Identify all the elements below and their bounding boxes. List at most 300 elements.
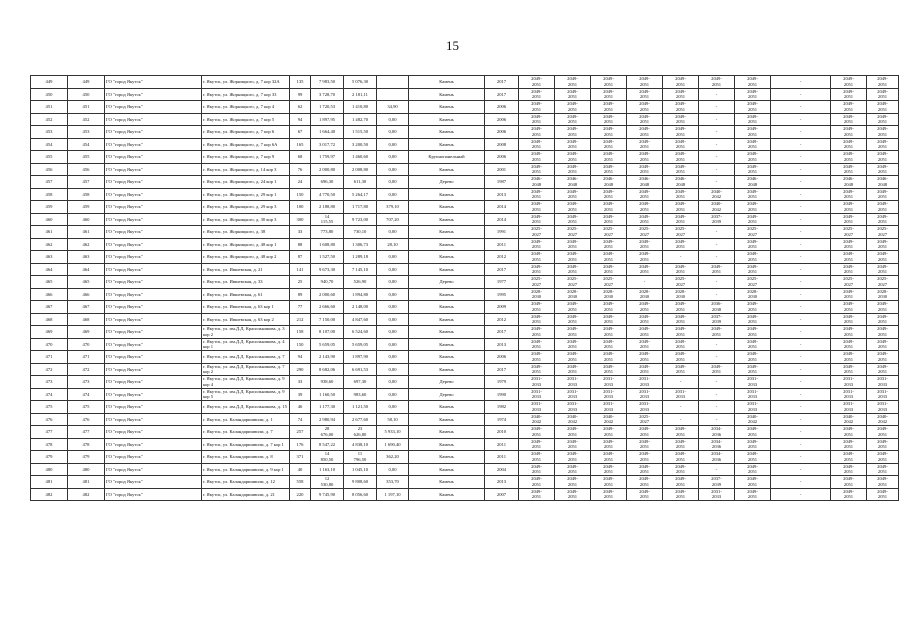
table-row [31,413,899,426]
cell-period-10: 2025- 2027 [867,276,899,289]
table-row [31,463,899,476]
cell-total-area: 696,30 [311,176,344,189]
cell-period-3: 2049- 2051 [591,251,627,264]
cell-build-year: 2006 [485,113,519,126]
cell-period-2: 2049- 2051 [555,76,591,89]
cell-period-9: 2049- 2051 [831,451,867,464]
cell-period-1: 2049- 2051 [519,76,555,89]
cell-period-9: 2049- 2051 [831,426,867,439]
cell-municipality: ГО "город Якутск" [105,376,202,389]
cell-period-3: 2049- 2051 [591,126,627,139]
cell-period-2: 2049- 2051 [555,338,591,351]
cell-row-number: 476 [68,413,105,426]
cell-row-index: 454 [31,138,68,151]
cell-row-index: 469 [31,326,68,339]
cell-living-area: 4 838,10 [344,438,377,451]
cell-period-2: 2049- 2051 [555,351,591,364]
cell-municipality: ГО "город Якутск" [105,176,202,189]
cell-period-3: 2049- 2051 [591,488,627,501]
cell-period-1: 2049- 2051 [519,301,555,314]
cell-build-year: 2012 [485,313,519,326]
cell-total-area: 8 547,22 [311,438,344,451]
cell-total-area: 12 530,80 [311,476,344,489]
cell-row-number: 454 [68,138,105,151]
cell-row-number: 461 [68,226,105,239]
cell-period-10: 2031- 2033 [867,388,899,401]
cell-address: г. Якутск, ул. Каландаришвили, д. 7 кор 1 [202,438,290,451]
table-row [31,301,899,314]
cell-living-area: 11 796,50 [344,451,377,464]
cell-wall-material: Камень [409,476,485,489]
cell-build-year: 2012 [485,251,519,264]
cell-wall-material: Камень [409,301,485,314]
cell-nonresidential-area [377,76,409,89]
cell-living-area: 526,90 [344,276,377,289]
cell-wall-material: Камень [409,401,485,414]
cell-address: г. Якутск, ул. им.Д.Д. Красильникова, д. 7 кор 2 [202,363,290,376]
cell-total-area: 7 150,00 [311,313,344,326]
cell-period-2: 2049- 2051 [555,438,591,451]
cell-period-4: 2049- 2051 [627,101,663,114]
cell-row-index: 475 [31,401,68,414]
cell-period-1: 2049- 2051 [519,326,555,339]
table-row [31,263,899,276]
cell-build-year: 2006 [485,151,519,164]
cell-municipality: ГО "город Якутск" [105,188,202,201]
cell-period-5: 2049- 2051 [663,113,699,126]
cell-period-3: 2049- 2051 [591,338,627,351]
cell-period-4: 2049- 2051 [627,463,663,476]
cell-period-5: 2049- 2051 [663,76,699,89]
cell-total-area: 1 897,95 [311,113,344,126]
cell-period-5: 2049- 2051 [663,88,699,101]
cell-row-number: 471 [68,351,105,364]
cell-row-number: 457 [68,176,105,189]
cell-period-8: - [771,288,831,301]
cell-apartments: 212 [290,313,311,326]
cell-period-7: 2049- 2051 [735,476,771,489]
cell-period-3: 2049- 2051 [591,213,627,226]
cell-total-area: 7 983,50 [311,76,344,89]
cell-row-number: 453 [68,126,105,139]
cell-period-6: - [699,463,735,476]
cell-period-9: 2049- 2051 [831,488,867,501]
cell-municipality: ГО "город Якутск" [105,338,202,351]
cell-build-year: 2013 [485,338,519,351]
cell-period-4: 2049- 2051 [627,451,663,464]
cell-living-area: 3 200,50 [344,138,377,151]
cell-row-number: 466 [68,288,105,301]
cell-municipality: ГО "город Якутск" [105,126,202,139]
cell-nonresidential-area: 0,00 [377,313,409,326]
cell-period-6: 2049- 2051 [699,76,735,89]
cell-nonresidential-area: 0,00 [377,151,409,164]
cell-period-1: 2049- 2051 [519,488,555,501]
cell-apartments: 99 [290,88,311,101]
cell-period-10: 2049- 2051 [867,338,899,351]
cell-period-6: - [699,163,735,176]
table-row [31,438,899,451]
cell-period-9: 2049- 2051 [831,263,867,276]
cell-wall-material: Камень [409,188,485,201]
cell-period-5: - [663,401,699,414]
cell-build-year: 2004 [485,463,519,476]
cell-period-3: 2049- 2051 [591,151,627,164]
cell-period-2: 2046- 2048 [555,176,591,189]
cell-address: г. Якутск, ул. Жорницкого, д. 24 кор 1 [202,176,290,189]
cell-period-5: 2049- 2051 [663,326,699,339]
cell-period-3: 2049- 2051 [591,88,627,101]
cell-period-3: 2049- 2051 [591,101,627,114]
cell-living-area: 2 181,11 [344,88,377,101]
table-row [31,426,899,439]
cell-period-10: 2049- 2051 [867,363,899,376]
cell-build-year: 2017 [485,326,519,339]
cell-apartments: 24 [290,176,311,189]
cell-period-1: 2049- 2051 [519,201,555,214]
cell-wall-material: Камень [409,88,485,101]
cell-period-2: 2049- 2051 [555,188,591,201]
cell-build-year: 2017 [485,76,519,89]
cell-period-6: - [699,138,735,151]
cell-apartments: 94 [290,351,311,364]
cell-apartments: 25 [290,276,311,289]
cell-period-3: 2049- 2051 [591,113,627,126]
cell-row-number: 467 [68,301,105,314]
cell-nonresidential-area: 0,00 [377,351,409,364]
cell-municipality: ГО "город Якутск" [105,276,202,289]
cell-address: г. Якутск, ул. им.Д.Д. Красильникова, д. 9 кор 5 [202,388,290,401]
cell-period-7: 2049- 2051 [735,363,771,376]
cell-period-5: 2028- 2030 [663,288,699,301]
cell-nonresidential-area: 0,00 [377,463,409,476]
cell-period-6: 2036- 2038 [699,301,735,314]
cell-period-2: 2049- 2051 [555,113,591,126]
cell-period-2: 2040- 2042 [555,413,591,426]
cell-living-area: 2 008,80 [344,163,377,176]
cell-period-1: 2049- 2051 [519,113,555,126]
cell-period-3: 2049- 2051 [591,451,627,464]
cell-apartments: 371 [290,451,311,464]
cell-row-number: 481 [68,476,105,489]
cell-period-8: - [771,76,831,89]
cell-wall-material: Камень [409,76,485,89]
cell-living-area: 1 410,80 [344,101,377,114]
table-row [31,288,899,301]
cell-period-4: 2046- 2048 [627,176,663,189]
cell-row-number: 460 [68,213,105,226]
cell-build-year: 2014 [485,201,519,214]
cell-build-year: 2017 [485,263,519,276]
cell-municipality: ГО "город Якутск" [105,163,202,176]
cell-address: г. Якутск, ул. им.Д.Д. Красильникова, д. 4 кор 1 [202,338,290,351]
cell-build-year: 1977 [485,276,519,289]
cell-period-10: 2049- 2051 [867,263,899,276]
cell-row-index: 482 [31,488,68,501]
cell-row-index: 465 [31,276,68,289]
cell-row-index: 461 [31,226,68,239]
cell-period-9: 2049- 2051 [831,213,867,226]
cell-period-8: - [771,226,831,239]
cell-row-number: 480 [68,463,105,476]
cell-period-5: 2049- 2051 [663,126,699,139]
cell-municipality: ГО "город Якутск" [105,101,202,114]
cell-living-area: 1 894,80 [344,288,377,301]
cell-period-7: 2049- 2051 [735,301,771,314]
cell-living-area: 4 847,60 [344,313,377,326]
cell-period-1: 2049- 2051 [519,463,555,476]
cell-wall-material: Камень [409,238,485,251]
cell-period-3: 2025- 2027 [591,226,627,239]
cell-address: г. Якутск, ул. Жорницкого, д. 7 кор 32А [202,76,290,89]
cell-period-6: - [699,251,735,264]
cell-period-9: 2049- 2051 [831,238,867,251]
cell-period-2: 2049- 2051 [555,463,591,476]
cell-period-8: - [771,138,831,151]
cell-period-8: - [771,238,831,251]
cell-period-9: 2049- 2051 [831,476,867,489]
cell-period-8: - [771,163,831,176]
cell-wall-material: Дерево [409,376,485,389]
cell-build-year: 2013 [485,188,519,201]
cell-total-area: 9 673,30 [311,263,344,276]
cell-period-2: 2031- 2033 [555,376,591,389]
cell-period-5: 2049- 2051 [663,151,699,164]
cell-municipality: ГО "город Якутск" [105,238,202,251]
cell-period-3: 2049- 2051 [591,188,627,201]
cell-nonresidential-area [377,88,409,101]
cell-row-number: 451 [68,101,105,114]
cell-wall-material: Камень [409,226,485,239]
table-row [31,226,899,239]
cell-municipality: ГО "город Якутск" [105,226,202,239]
cell-period-5: 2049- 2051 [663,201,699,214]
cell-period-7: 2049- 2051 [735,251,771,264]
cell-period-7: 2049- 2051 [735,488,771,501]
cell-address: г. Якутск, ул. Жорницкого, д. 38 [202,226,290,239]
cell-period-1: 2049- 2051 [519,363,555,376]
cell-address: г. Якутск, ул. Жорницкого, д. 7 кор 6 [202,126,290,139]
cell-period-5: 2049- 2051 [663,301,699,314]
cell-living-area: 8 056,60 [344,488,377,501]
cell-period-5: 2049- 2051 [663,188,699,201]
cell-period-2: 2049- 2051 [555,126,591,139]
cell-period-5: - [663,376,699,389]
cell-municipality: ГО "город Якутск" [105,363,202,376]
cell-row-number: 478 [68,438,105,451]
cell-period-6: - [699,338,735,351]
cell-period-6: - [699,288,735,301]
cell-nonresidential-area: 1 197,10 [377,488,409,501]
cell-row-index: 450 [31,88,68,101]
cell-period-6: - [699,101,735,114]
cell-period-5: 2046- 2048 [663,176,699,189]
cell-period-1: 2049- 2051 [519,426,555,439]
cell-period-3: 2040- 2042 [591,413,627,426]
cell-period-10: 2049- 2051 [867,301,899,314]
table-row [31,313,899,326]
cell-nonresidential-area: 0,00 [377,363,409,376]
cell-address: г. Якутск, ул. им.Д.Д. Красильникова, д. 15 [202,401,290,414]
cell-period-9: 2049- 2051 [831,301,867,314]
cell-municipality: ГО "город Якутск" [105,288,202,301]
cell-period-7: 2031- 2033 [735,376,771,389]
cell-period-6: - [699,88,735,101]
cell-total-area: 1 163,10 [311,463,344,476]
cell-wall-material: Камень [409,313,485,326]
cell-period-2: 2049- 2051 [555,238,591,251]
cell-row-index: 452 [31,113,68,126]
cell-apartments: 150 [290,188,311,201]
cell-address: г. Якутск, ул. Каландаришвили, д. 1 [202,413,290,426]
cell-row-index: 453 [31,126,68,139]
cell-period-9: 2049- 2051 [831,188,867,201]
cell-apartments: 94 [290,113,311,126]
cell-period-5: 2049- 2051 [663,138,699,151]
cell-wall-material: Камень [409,288,485,301]
cell-living-area: 730,10 [344,226,377,239]
cell-municipality: ГО "город Якутск" [105,251,202,264]
cell-period-9: 2031- 2033 [831,388,867,401]
cell-period-3: 2025- 2027 [591,276,627,289]
cell-period-7: 2049- 2051 [735,238,771,251]
cell-total-area: 1 177,30 [311,401,344,414]
cell-period-2: 2028- 2030 [555,288,591,301]
cell-wall-material: Камень [409,338,485,351]
cell-living-area: 6 524,60 [344,326,377,339]
cell-period-9: 2049- 2051 [831,76,867,89]
cell-wall-material: Камень [409,326,485,339]
cell-period-8: - [771,426,831,439]
cell-period-2: 2049- 2051 [555,151,591,164]
cell-row-index: 462 [31,238,68,251]
cell-period-5: 2049- 2051 [663,263,699,276]
cell-period-1: 2049- 2051 [519,263,555,276]
cell-period-3: 2049- 2051 [591,426,627,439]
cell-period-8: - [771,301,831,314]
cell-nonresidential-area: 0,00 [377,301,409,314]
cell-period-4: 2049- 2051 [627,363,663,376]
cell-period-10: 2049- 2051 [867,113,899,126]
cell-municipality: ГО "город Якутск" [105,476,202,489]
cell-row-index: 479 [31,451,68,464]
cell-period-2: 2049- 2051 [555,476,591,489]
cell-row-index: 477 [31,426,68,439]
cell-period-3: 2049- 2051 [591,438,627,451]
table-body [31,76,899,501]
cell-period-9: 2049- 2051 [831,351,867,364]
cell-apartments: 176 [290,438,311,451]
cell-municipality: ГО "город Якутск" [105,301,202,314]
cell-period-2: 2031- 2033 [555,388,591,401]
cell-period-5: 2049- 2051 [663,338,699,351]
cell-period-4: 2031- 2033 [627,388,663,401]
cell-wall-material: Камень [409,413,485,426]
cell-period-1: 2049- 2051 [519,338,555,351]
cell-period-6: - [699,413,735,426]
cell-period-9: 2049- 2051 [831,138,867,151]
cell-period-6: 2049- 2051 [699,263,735,276]
cell-period-10: 2049- 2051 [867,163,899,176]
cell-period-6: 2034- 2036 [699,438,735,451]
cell-row-number: 450 [68,88,105,101]
cell-period-5: 2049- 2051 [663,351,699,364]
cell-period-5: 2049- 2051 [663,101,699,114]
cell-row-index: 456 [31,163,68,176]
cell-period-6: 2037- 2039 [699,313,735,326]
cell-period-3: 2049- 2051 [591,163,627,176]
cell-period-10: 2049- 2051 [867,476,899,489]
cell-row-index: 457 [31,176,68,189]
cell-municipality: ГО "город Якутск" [105,313,202,326]
cell-period-2: 2049- 2051 [555,363,591,376]
cell-total-area: 2 000,60 [311,288,344,301]
cell-period-7: 2049- 2051 [735,188,771,201]
cell-address: г. Якутск, ул. Жорницкого, д. 48 кор 1 [202,238,290,251]
cell-row-number: 477 [68,426,105,439]
cell-period-4: 2049- 2051 [627,188,663,201]
cell-living-area: 983,60 [344,388,377,401]
cell-row-index: 473 [31,376,68,389]
cell-address: г. Якутск, ул. им.Д.Д. Красильникова, д. 3 кор 2 [202,326,290,339]
cell-total-area: 2 000,80 [311,163,344,176]
cell-total-area: 8 682,06 [311,363,344,376]
cell-period-4: 2049- 2051 [627,238,663,251]
cell-period-10: 2049- 2051 [867,463,899,476]
cell-period-10: 2025- 2027 [867,226,899,239]
cell-nonresidential-area: 362,20 [377,451,409,464]
cell-build-year: 2008 [485,138,519,151]
housing-table [30,75,899,501]
cell-address: г. Якутск, ул. Жорницкого, д. 48 кор 2 [202,251,290,264]
cell-period-4: 2049- 2051 [627,313,663,326]
cell-period-4: 2049- 2051 [627,488,663,501]
cell-period-1: 2025- 2027 [519,226,555,239]
cell-period-6: - [699,276,735,289]
cell-total-area: 2 188,80 [311,201,344,214]
cell-total-area: 1 527,50 [311,251,344,264]
cell-wall-material: Камень [409,138,485,151]
table-row [31,176,899,189]
cell-address: г. Якутск, ул. Ившевская, д. 63 кор 2 [202,313,290,326]
cell-living-area: 611,30 [344,176,377,189]
cell-apartments: 33 [290,376,311,389]
cell-total-area: 1 759,97 [311,151,344,164]
cell-living-area: 2 677,60 [344,413,377,426]
cell-nonresidential-area: 34,90 [377,101,409,114]
cell-period-9: 2049- 2051 [831,313,867,326]
cell-wall-material: Дерево [409,176,485,189]
cell-total-area: 938,60 [311,376,344,389]
cell-row-index: 481 [31,476,68,489]
cell-period-10: 2049- 2051 [867,201,899,214]
cell-period-9: 2049- 2051 [831,326,867,339]
cell-period-3: 2046- 2048 [591,176,627,189]
cell-period-4: 2049- 2051 [627,476,663,489]
cell-build-year: 2011 [485,438,519,451]
cell-period-7: 2049- 2051 [735,351,771,364]
cell-municipality: ГО "город Якутск" [105,138,202,151]
cell-period-5: 2049- 2051 [663,238,699,251]
cell-wall-material: Крупнопанельный [409,151,485,164]
table-row [31,376,899,389]
cell-row-number: 455 [68,151,105,164]
cell-row-index: 472 [31,363,68,376]
cell-period-2: 2049- 2051 [555,213,591,226]
cell-period-4: 2049- 2051 [627,213,663,226]
cell-row-number: 464 [68,263,105,276]
cell-wall-material: Камень [409,488,485,501]
